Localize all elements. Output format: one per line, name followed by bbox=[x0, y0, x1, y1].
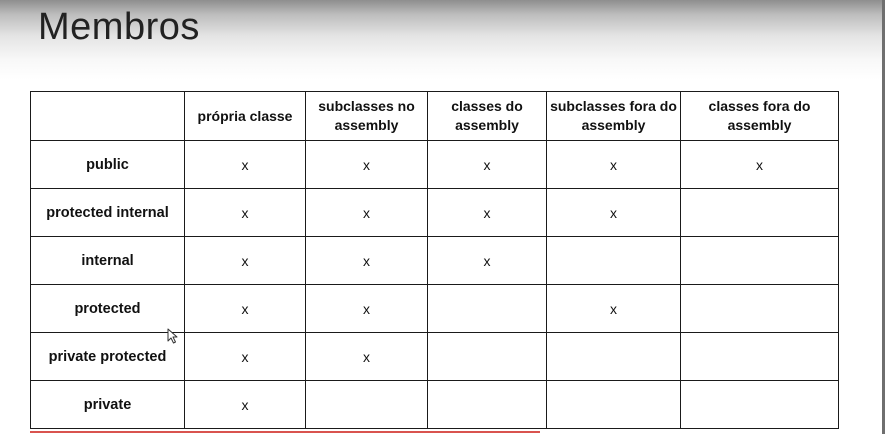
column-header-subclasses-no-assembly: subclasses no assembly bbox=[306, 92, 428, 141]
row-label-internal: internal bbox=[31, 237, 185, 285]
row-label-protected: protected bbox=[31, 285, 185, 333]
row-label-private: private bbox=[31, 381, 185, 429]
mouse-pointer-icon bbox=[167, 328, 179, 344]
table-cell bbox=[681, 381, 839, 429]
table-row bbox=[31, 237, 839, 285]
table-row bbox=[31, 381, 839, 429]
table-cell bbox=[681, 189, 839, 237]
row-label-public: public bbox=[31, 141, 185, 189]
column-header-propria-classe: própria classe bbox=[185, 92, 306, 141]
table-cell: x bbox=[185, 285, 306, 333]
table-cell: x bbox=[306, 333, 428, 381]
table-cell: x bbox=[306, 189, 428, 237]
table-cell: x bbox=[185, 381, 306, 429]
table-corner-cell bbox=[31, 92, 185, 141]
table-cell: x bbox=[428, 141, 547, 189]
table-cell bbox=[681, 333, 839, 381]
table-cell: x bbox=[547, 285, 681, 333]
table-cell bbox=[306, 381, 428, 429]
table-cell bbox=[428, 333, 547, 381]
table-row bbox=[31, 189, 839, 237]
table-cell bbox=[547, 333, 681, 381]
column-header-subclasses-fora-do-assembly: subclasses fora do assembly bbox=[547, 92, 681, 141]
table-cell: x bbox=[547, 141, 681, 189]
table-row bbox=[31, 141, 839, 189]
column-header-classes-do-assembly: classes do assembly bbox=[428, 92, 547, 141]
row-label-protected-internal: protected internal bbox=[31, 189, 185, 237]
playback-progress-line bbox=[30, 431, 540, 433]
row-label-private-protected: private protected bbox=[31, 333, 185, 381]
table-row bbox=[31, 333, 839, 381]
table-cell bbox=[681, 237, 839, 285]
table-cell: x bbox=[306, 285, 428, 333]
column-header-classes-fora-do-assembly: classes fora do assembly bbox=[681, 92, 839, 141]
table-cell bbox=[547, 237, 681, 285]
table-cell bbox=[428, 381, 547, 429]
table-cell: x bbox=[306, 141, 428, 189]
table-cell: x bbox=[185, 333, 306, 381]
table-row bbox=[31, 285, 839, 333]
table-cell: x bbox=[428, 237, 547, 285]
table-cell: x bbox=[185, 237, 306, 285]
table-header-row bbox=[31, 92, 839, 141]
table-cell bbox=[681, 285, 839, 333]
table-cell: x bbox=[681, 141, 839, 189]
table-cell: x bbox=[185, 189, 306, 237]
table-cell: x bbox=[306, 237, 428, 285]
table-cell bbox=[547, 381, 681, 429]
table-cell bbox=[428, 285, 547, 333]
slide-title: Membros bbox=[38, 6, 200, 48]
table-cell: x bbox=[185, 141, 306, 189]
access-modifiers-table bbox=[30, 91, 839, 429]
table-cell: x bbox=[428, 189, 547, 237]
table-cell: x bbox=[547, 189, 681, 237]
